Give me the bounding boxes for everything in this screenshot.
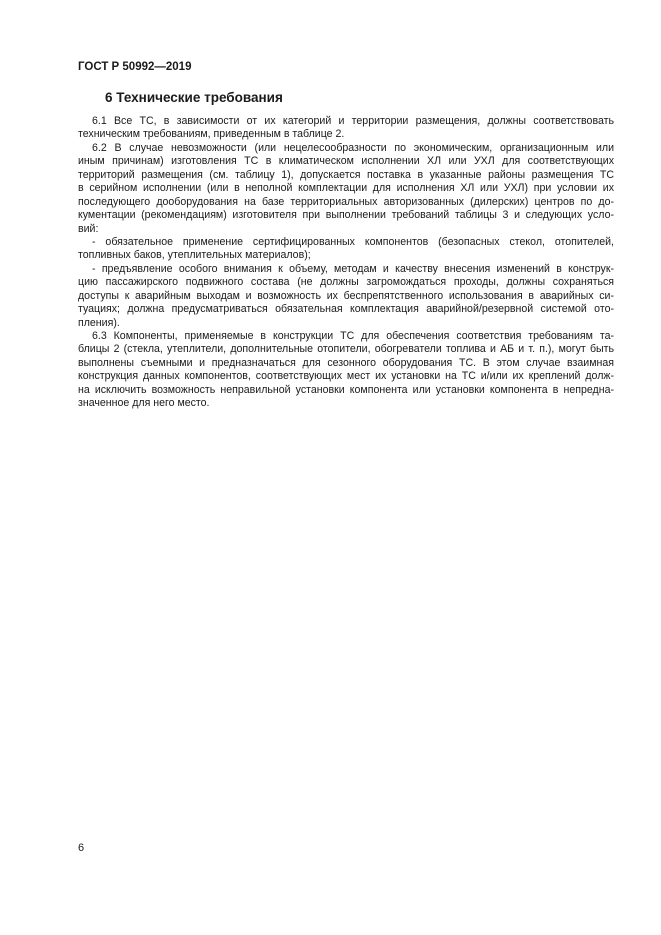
- text-line: вий:: [78, 222, 99, 235]
- text-line: 6.1 Все ТС, в зависимости от их категорий и территории размещения, должны соответствовать: [92, 115, 614, 127]
- document-header: ГОСТ Р 50992—2019: [78, 61, 192, 73]
- text-line: 6.2 В случае невозможности (или нецелесообразности по экономическим, организационным или: [92, 141, 614, 154]
- text-line: пления).: [78, 316, 120, 329]
- text-line: выполнены съемными и предназначаться для сезонного оборудования ТС. В этом случае взаимная: [78, 356, 614, 369]
- text-line: конструкция данных компонентов, соответствующих мест их установки на ТС и/или их креплений долж-: [78, 370, 614, 383]
- text-line: кументации (рекомендациям) изготовителя при выполнении требований таблицы 3 и следующих усло-: [78, 209, 614, 222]
- text-line: территорий размещения (см. таблицу 1), допускается поставка в указанные районы размещения ТС: [78, 168, 614, 181]
- text-line: последующего дооборудования на базе территориальных авторизованных (дилерских) центров по до-: [78, 195, 614, 208]
- text-line: значенное для него место.: [78, 397, 210, 410]
- page-number: 6: [78, 842, 85, 854]
- text-line: цию пассажирского подвижного состава (не должны загромождаться проходы, должны сохраняться: [78, 276, 614, 289]
- text-line: доступы к аварийным выходам и возможность их беспрепятственного использования в аварийных си-: [78, 289, 614, 302]
- text-line: - предъявление особого внимания к объему, методам и качеству внесения изменений в конструк-: [92, 262, 614, 275]
- section-title: 6 Технические требования: [105, 90, 283, 105]
- text-line: 6.3 Компоненты, применяемые в конструкции ТС для обеспечения соответствия требованиям та-: [92, 330, 614, 342]
- section-body: [78, 115, 614, 411]
- text-line: техническим требованиям, приведенным в таблице 2.: [78, 128, 345, 141]
- text-line: - обязательное применение сертифицированных компонентов (безопасных стекол, отопителей,: [92, 235, 614, 248]
- text-line: топливных баков, утеплительных материалов);: [78, 249, 311, 262]
- text-line: в серийном исполнении (или в неполной комплектации для исполнения ХЛ или УХЛ) при условии их: [78, 182, 614, 195]
- text-line: на исключить возможность неправильной установки компонента или установки компонента в непредна-: [78, 383, 614, 396]
- text-line: блицы 2 (стекла, утеплители, дополнительные отопители, обогреватели топлива и АБ и т. п.), могут быть: [78, 343, 614, 356]
- text-line: иным причинам) изготовления ТС в климатическом исполнении ХЛ или УХЛ для соответствующих: [78, 155, 614, 168]
- text-line: туациях; должна предусматриваться обязательная комплектация аварийной/резервной системой ото-: [78, 303, 614, 316]
